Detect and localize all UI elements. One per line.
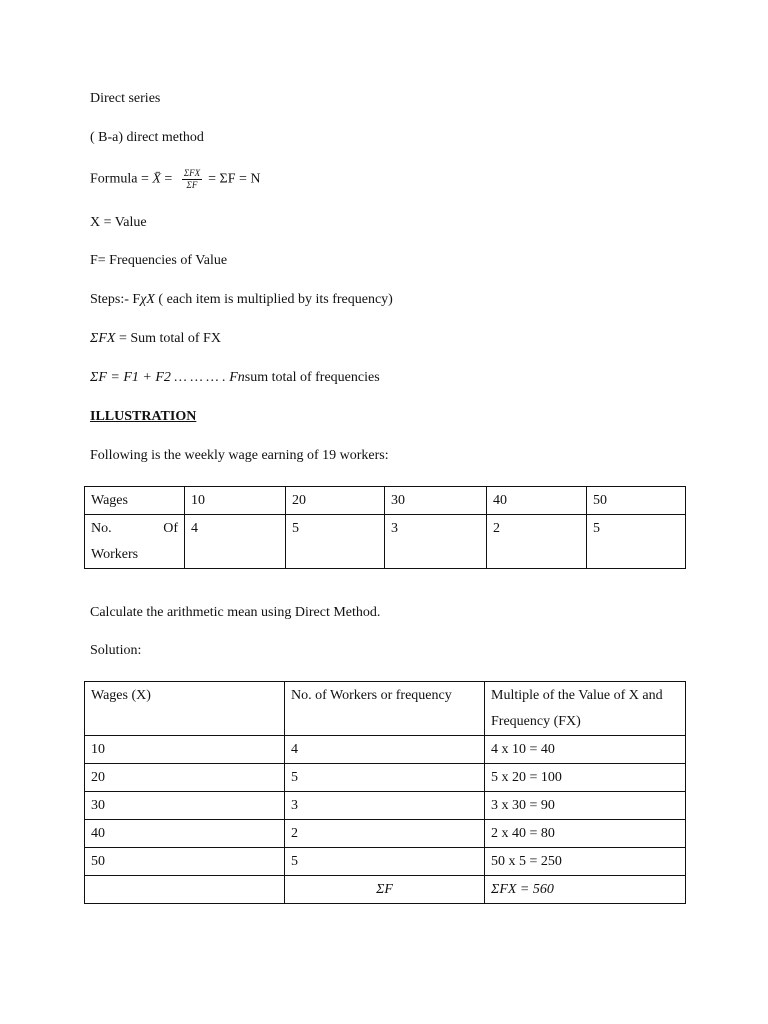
- f-value-line: F= Frequencies of Value: [90, 253, 228, 268]
- frequency-cell: 3: [285, 792, 485, 820]
- formula-xbar: X̄: [152, 171, 161, 187]
- sum-fx-symbol: ΣFX: [90, 331, 116, 346]
- workers-label: [85, 515, 185, 569]
- total-sum-f-cell: ΣF: [285, 876, 485, 904]
- wages-cell: 40: [487, 487, 587, 515]
- wages-cell: 30: [385, 487, 487, 515]
- table-row: [85, 820, 686, 848]
- workers-cell: 3: [385, 515, 487, 569]
- table-row: [85, 792, 686, 820]
- wages-x-cell: 40: [85, 820, 285, 848]
- following-line: Following is the weekly wage earning of 19 workers:: [90, 448, 389, 463]
- sum-f-line: [90, 369, 380, 387]
- workers-label-top: [91, 516, 178, 542]
- steps-suffix: ( each item is multiplied by its frequency): [154, 292, 393, 307]
- x-value-line: X = Value: [90, 215, 147, 230]
- steps-prefix: Steps:- F: [90, 292, 141, 307]
- workers-cell: 5: [286, 515, 385, 569]
- fx-cell: 50 x 5 = 250: [485, 848, 686, 876]
- formula-equals: =: [160, 171, 176, 187]
- fx-cell: 4 x 10 = 40: [485, 736, 686, 764]
- fx-cell: 5 x 20 = 100: [485, 764, 686, 792]
- sum-fx-line: [90, 330, 221, 348]
- formula-line: [90, 168, 261, 191]
- wages-x-cell: 30: [85, 792, 285, 820]
- solution-header-row: [85, 682, 686, 736]
- total-row: [85, 876, 686, 904]
- sum-f-symbol: ΣF = F1 + F2 … … … . Fn: [90, 370, 245, 385]
- total-sum-fx-cell: ΣFX = 560: [485, 876, 686, 904]
- steps-line: [90, 291, 393, 309]
- wages-label: Wages: [85, 487, 185, 515]
- direct-method-line: ( B-a) direct method: [90, 130, 204, 145]
- sum-fx-text: = Sum total of FX: [115, 331, 221, 346]
- workers-label-no: No.: [91, 521, 112, 536]
- wages-x-cell: 50: [85, 848, 285, 876]
- workers-cell: 4: [185, 515, 286, 569]
- frequency-cell: 2: [285, 820, 485, 848]
- wages-row: [85, 487, 686, 515]
- sum-f-text: sum total of frequencies: [244, 370, 380, 385]
- wages-table: [84, 486, 686, 569]
- workers-label-of: Of: [163, 521, 178, 536]
- solution-line: Solution:: [90, 643, 142, 658]
- workers-label-bottom: Workers: [91, 547, 139, 562]
- wages-x-cell: 10: [85, 736, 285, 764]
- direct-series-line: Direct series: [90, 91, 161, 106]
- table-row: [85, 736, 686, 764]
- table-row: [85, 848, 686, 876]
- workers-cell: 2: [487, 515, 587, 569]
- wages-cell: 50: [587, 487, 686, 515]
- formula-fraction: [182, 168, 202, 191]
- illustration-heading: ILLUSTRATION: [90, 409, 197, 424]
- total-empty-cell: [85, 876, 285, 904]
- fx-cell: 2 x 40 = 80: [485, 820, 686, 848]
- frequency-cell: 5: [285, 848, 485, 876]
- header-fx: Multiple of the Value of X and Frequency (FX): [485, 682, 686, 736]
- workers-row: [85, 515, 686, 569]
- header-frequency: No. of Workers or frequency: [285, 682, 485, 736]
- solution-table: [84, 681, 686, 904]
- wages-cell: 20: [286, 487, 385, 515]
- fx-cell: 3 x 30 = 90: [485, 792, 686, 820]
- formula-label: Formula =: [90, 171, 153, 187]
- wages-cell: 10: [185, 487, 286, 515]
- header-wages: Wages (X): [85, 682, 285, 736]
- formula-numerator: ΣFX: [183, 168, 201, 178]
- formula-tail: = ΣF = N: [208, 171, 261, 187]
- calculate-line: Calculate the arithmetic mean using Direct Method.: [90, 605, 381, 620]
- steps-chi: χX: [140, 292, 155, 307]
- frequency-cell: 5: [285, 764, 485, 792]
- formula-denominator: ΣF: [186, 180, 198, 190]
- workers-cell: 5: [587, 515, 686, 569]
- frequency-cell: 4: [285, 736, 485, 764]
- table-row: [85, 764, 686, 792]
- wages-x-cell: 20: [85, 764, 285, 792]
